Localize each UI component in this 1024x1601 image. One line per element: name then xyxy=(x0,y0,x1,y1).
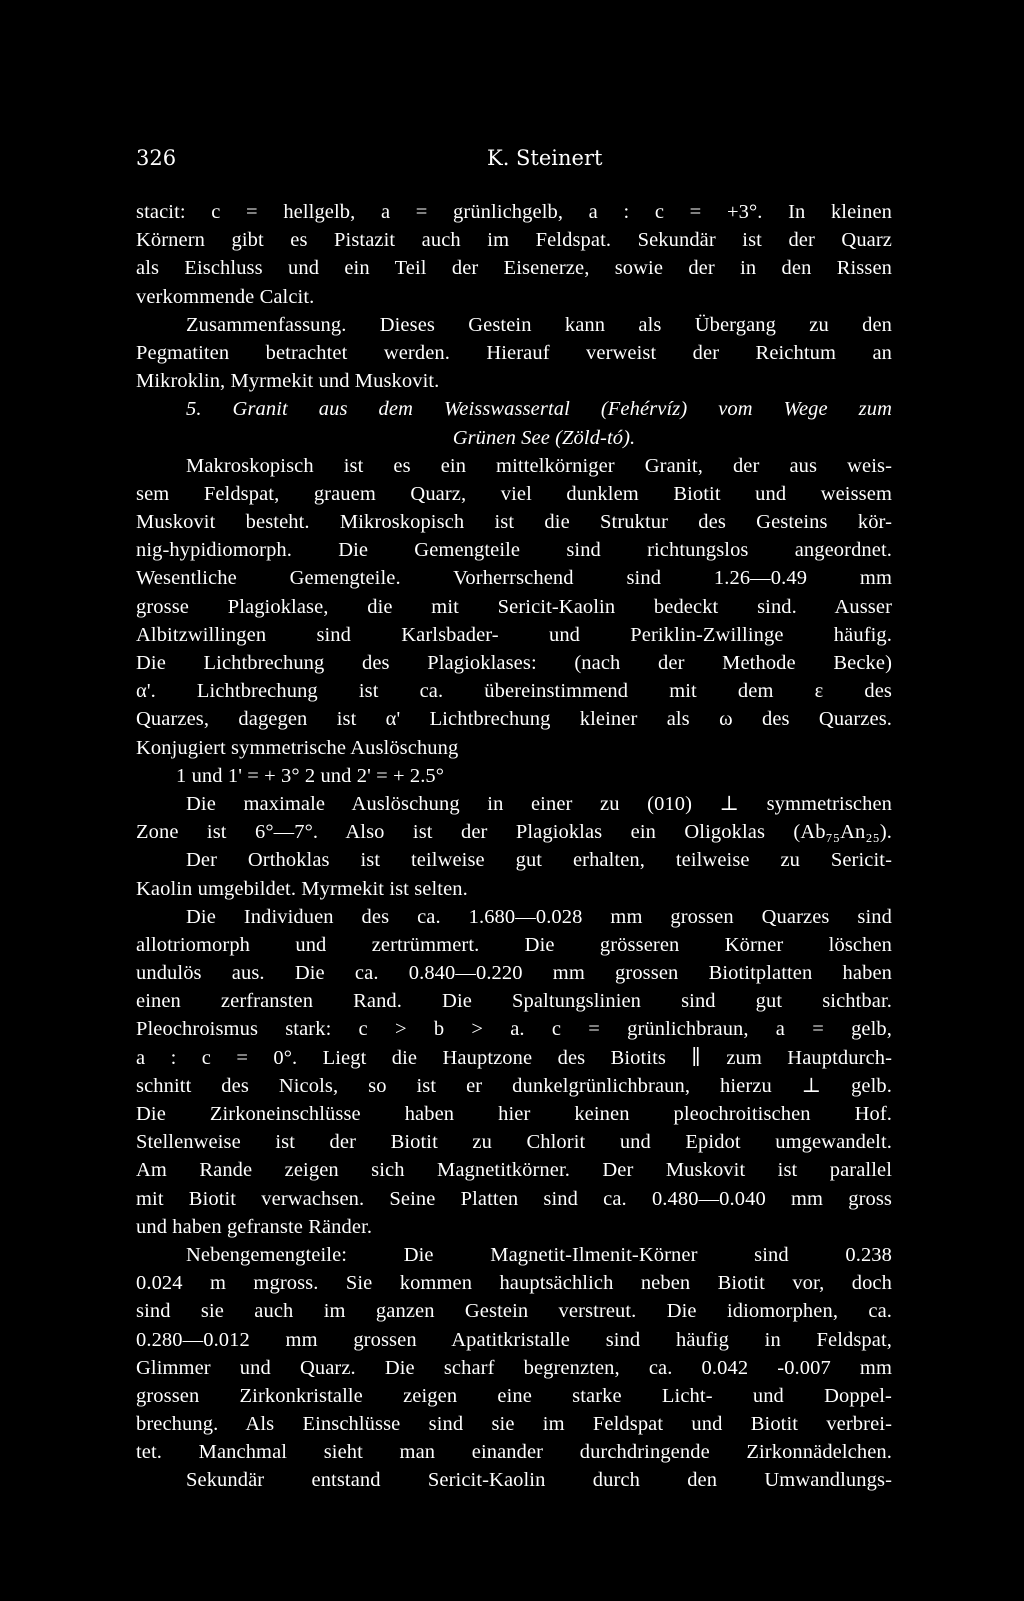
text-line: grosse Plagioklase, die mit Sericit-Kaolin bedeckt sind. Ausser xyxy=(136,595,892,618)
text-line: mit Biotit verwachsen. Seine Platten sind ca. 0.480—0.040 mm gross xyxy=(136,1187,892,1210)
text-line: Körnern gibt es Pistazit auch im Feldspat. Sekundär ist der Quarz xyxy=(136,229,892,252)
text-line: Am Rande zeigen sich Magnetitkörner. Der Muskovit ist parallel xyxy=(136,1159,892,1182)
text-line: Stellenweise ist der Biotit zu Chlorit und Epidot umgewandelt. xyxy=(136,1131,892,1154)
text-line: schnitt des Nicols, so ist er dunkelgrünlichbraun, hierzu ⊥ gelb. xyxy=(136,1074,892,1097)
text-line: 0.024 m mgross. Sie kommen hauptsächlich neben Biotit vor, doch xyxy=(136,1272,892,1295)
text-line: Sekundär entstand Sericit-Kaolin durch den Umwandlungs- xyxy=(186,1469,892,1492)
text-line: Albitzwillingen sind Karlsbader- und Periklin-Zwillinge häufig. xyxy=(136,623,892,646)
text-line: allotriomorph und zertrümmert. Die grösseren Körner löschen xyxy=(136,933,892,956)
text-line: Die Zirkoneinschlüsse haben hier keinen pleochroitischen Hof. xyxy=(136,1103,892,1125)
text-line: α'. Lichtbrechung ist ca. übereinstimmend mit dem ε des xyxy=(136,680,892,703)
text-line: grossen Zirkonkristalle zeigen eine starke Licht- und Doppel- xyxy=(136,1384,892,1407)
text-line: einen zerfransten Rand. Die Spaltungslinien sind gut sichtbar. xyxy=(136,990,892,1013)
text-line: undulös aus. Die ca. 0.840—0.220 mm grossen Biotitplatten haben xyxy=(136,962,892,985)
running-head: K. Steinert xyxy=(487,146,603,170)
text-line: nig-hypidiomorph. Die Gemengteile sind richtungslos angeordnet. xyxy=(136,539,892,562)
text-line: 0.280—0.012 mm grossen Apatitkristalle sind häufig in Feldspat, xyxy=(136,1328,892,1351)
text-line: sem Feldspat, grauem Quarz, viel dunklem Biotit und weissem xyxy=(136,482,892,505)
text-line: Zusammenfassung. Dieses Gestein kann als Übergang zu den xyxy=(186,313,892,336)
text-line: 1 und 1' = + 3° 2 und 2' = + 2.5° xyxy=(176,764,445,787)
text-line: a : c = 0°. Liegt die Hauptzone des Biotits ∥ zum Hauptdurch- xyxy=(136,1046,892,1069)
text-line: als Eischluss und ein Teil der Eisenerze, sowie der in den Rissen xyxy=(136,257,892,280)
text-line: stacit: c = hellgelb, a = grünlichgelb, a : c = +3°. In kleinen xyxy=(136,201,892,223)
page-header xyxy=(136,146,896,176)
text-line: Zone ist 6°—7°. Also ist der Plagioklas ein Oligoklas (Ab₇₅An₂₅). xyxy=(136,821,892,844)
text-line: Die Individuen des ca. 1.680—0.028 mm grossen Quarzes sind xyxy=(186,905,892,928)
text-line: Die Lichtbrechung des Plagioklases: (nach der Methode Becke) xyxy=(136,652,892,674)
text-line: Kaolin umgebildet. Myrmekit ist selten. xyxy=(136,877,468,900)
text-line: tet. Manchmal sieht man einander durchdringende Zirkonnädelchen. xyxy=(136,1441,892,1464)
text-line: 5. Granit aus dem Weisswassertal (Fehérvíz) vom Wege zum xyxy=(186,398,892,421)
text-line: Konjugiert symmetrische Auslöschung xyxy=(136,736,459,759)
text-line: Pegmatiten betrachtet werden. Hierauf verweist der Reichtum an xyxy=(136,341,892,364)
text-line: Nebengemengteile: Die Magnetit-Ilmenit-Körner sind 0.238 xyxy=(186,1243,892,1266)
text-line: brechung. Als Einschlüsse sind sie im Feldspat und Biotit verbrei- xyxy=(136,1413,892,1436)
text-line: sind sie auch im ganzen Gestein verstreut. Die idiomorphen, ca. xyxy=(136,1300,892,1323)
text-line: verkommende Calcit. xyxy=(136,285,315,308)
text-line: Muskovit besteht. Mikroskopisch ist die Struktur des Gesteins kör- xyxy=(136,511,892,534)
text-line: Der Orthoklas ist teilweise gut erhalten, teilweise zu Sericit- xyxy=(186,849,892,872)
text-line: Grünen See (Zöld-tó). xyxy=(452,426,636,449)
text-line: Glimmer und Quarz. Die scharf begrenzten, ca. 0.042 -0.007 mm xyxy=(136,1356,892,1379)
text-line: Pleochroismus stark: c > b > a. c = grünlichbraun, a = gelb, xyxy=(136,1018,892,1041)
page-number: 326 xyxy=(136,146,177,170)
text-line: Die maximale Auslöschung in einer zu (010) ⊥ symmetrischen xyxy=(186,792,892,815)
text-line: und haben gefranste Ränder. xyxy=(136,1215,373,1238)
body-text xyxy=(136,198,892,1495)
text-line: Wesentliche Gemengteile. Vorherrschend sind 1.26—0.49 mm xyxy=(136,567,892,590)
text-line: Makroskopisch ist es ein mittelkörniger Granit, der aus weis- xyxy=(186,454,892,477)
text-line: Quarzes, dagegen ist α' Lichtbrechung kleiner als ω des Quarzes. xyxy=(136,708,892,731)
text-line: Mikroklin, Myrmekit und Muskovit. xyxy=(136,370,440,393)
